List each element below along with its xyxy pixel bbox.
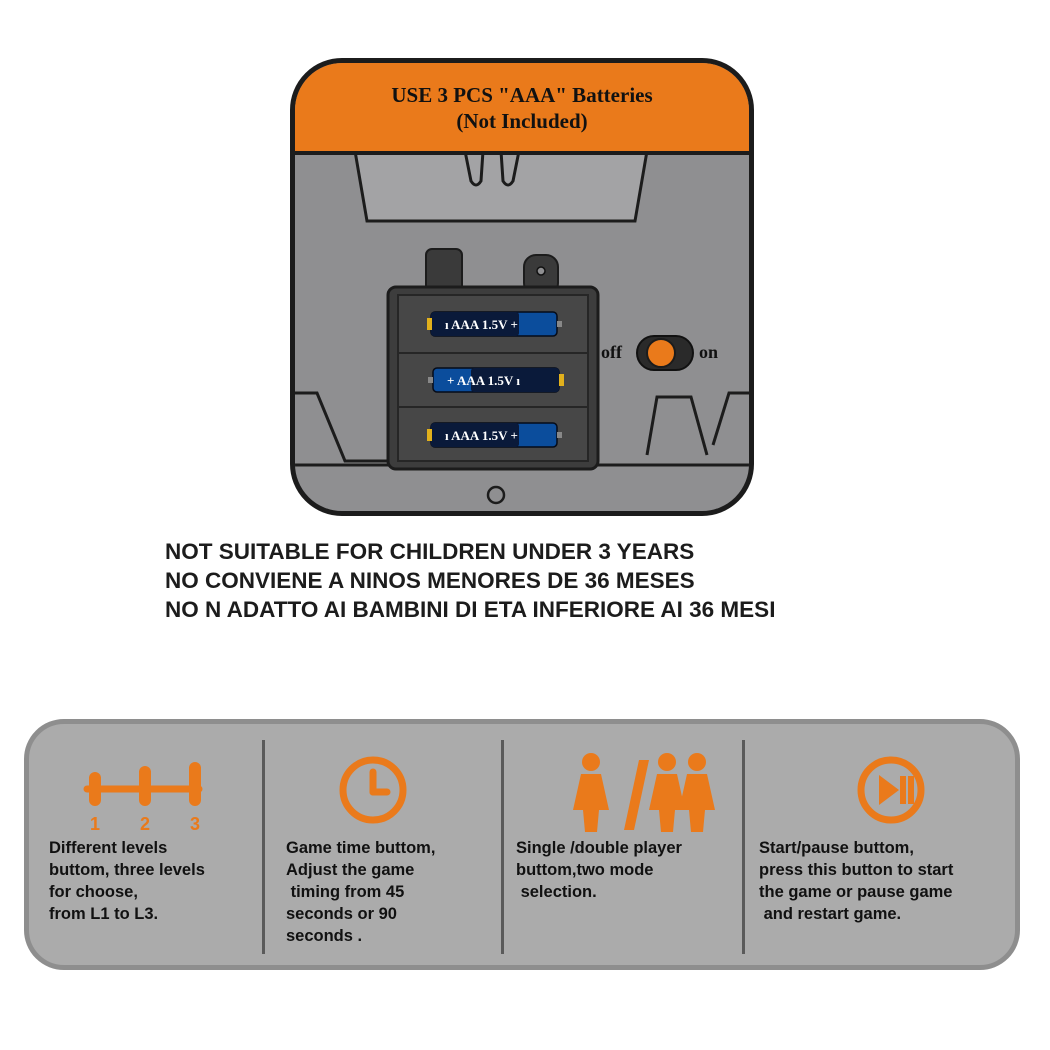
warning-spanish: NO CONVIENE A NINOS MENORES DE 36 MESES [165,568,695,593]
battery-compartment-panel [290,58,754,516]
power-switch[interactable] [637,336,693,370]
level-slider-icon [81,762,211,834]
battery-instruction-line2: (Not Included) [456,109,588,133]
levels-description: Different levels buttom, three levels for choose, from L1 to L3. [49,839,205,923]
feature-divider [262,740,265,954]
feature-strip [24,719,1020,970]
feature-divider [742,740,745,954]
battery-label-3: ı AAA 1.5V + [445,428,518,443]
battery-instruction-header [295,63,749,155]
battery-label-2: + AAA 1.5V ı [447,373,520,388]
play-pause-icon [855,754,927,826]
warning-italian: NO N ADATTO AI BAMBINI DI ETA INFERIORE AI 36 MESI [165,597,776,622]
players-description: Single /double player buttom,two mode selection. [516,839,682,901]
clock-icon [337,754,409,826]
level-tick-1: 1 [90,814,101,834]
battery-instruction-line1: USE 3 PCS "AAA" Batteries [391,83,653,107]
feature-divider [501,740,504,954]
switch-off-label: off [601,342,622,362]
age-warnings [165,537,775,624]
level-tick-2: 2 [140,814,151,834]
single-double-player-icon [569,752,719,834]
timer-description: Game time buttom, Adjust the game timing from 45 seconds or 90 seconds . [286,839,436,945]
battery-label-1: ı AAA 1.5V + [445,317,518,332]
start-pause-description: Start/pause buttom, press this button to start the game or pause game and restart game. [759,839,954,923]
level-tick-3: 3 [190,814,201,834]
switch-on-label: on [699,342,719,362]
warning-english: NOT SUITABLE FOR CHILDREN UNDER 3 YEARS [165,539,695,564]
